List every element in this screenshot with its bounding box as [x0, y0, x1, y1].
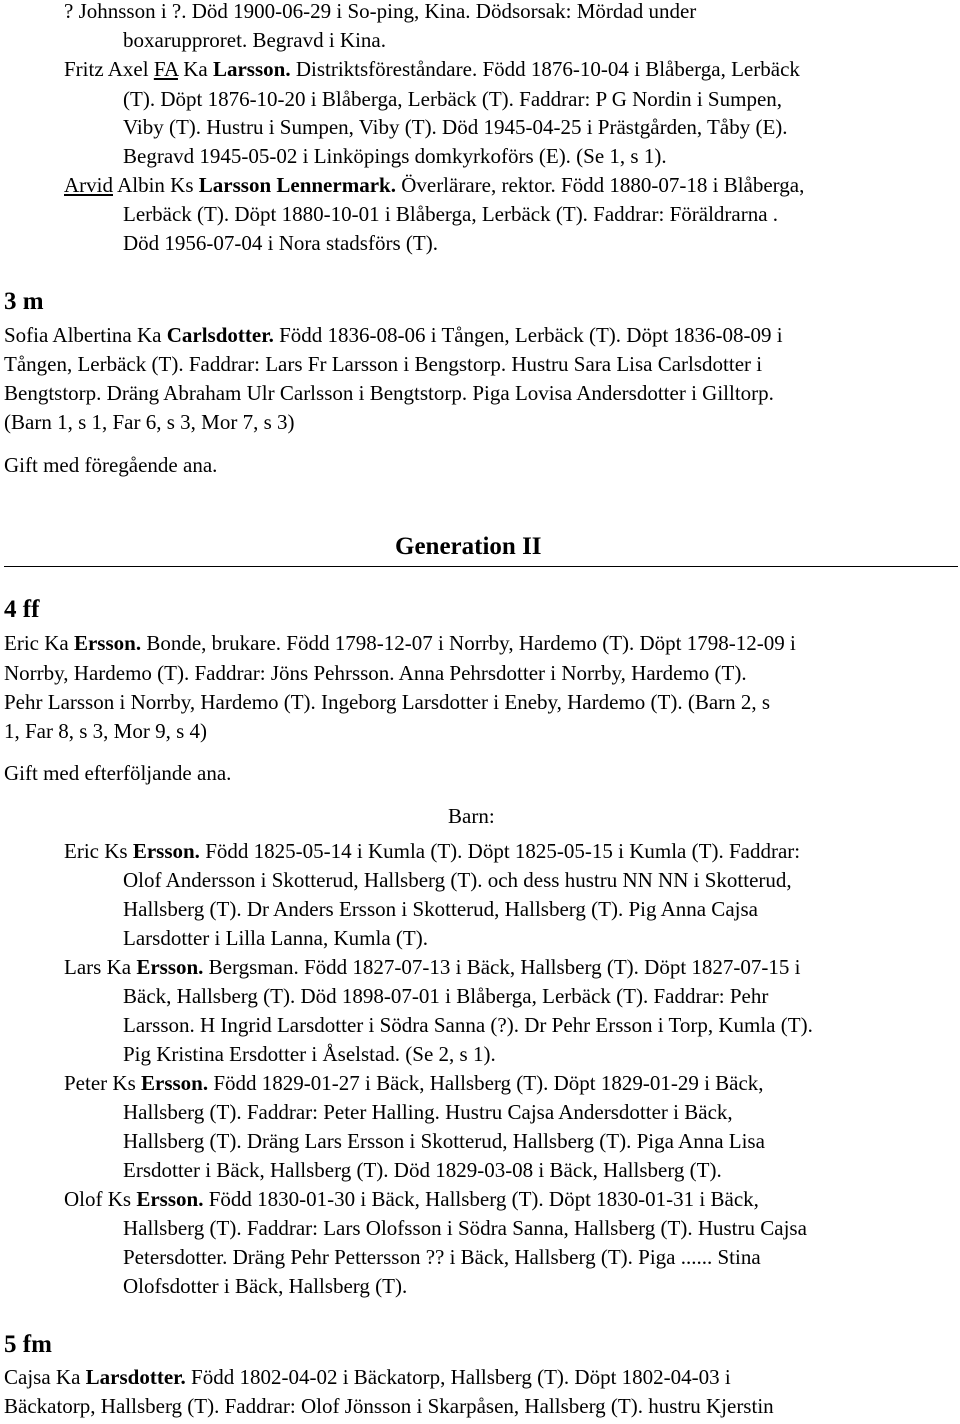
text-line: Begravd 1945-05-02 i Linköpings domkyrkoförs (E). (Se 1, s 1).	[123, 144, 667, 168]
text-line: Bäck, Hallsberg (T). Död 1898-07-01 i Blåberga, Lerbäck (T). Faddrar: Pehr	[123, 984, 769, 1008]
text-line: Hallsberg (T). Dräng Lars Ersson i Skotterud, Hallsberg (T). Piga Anna Lisa	[123, 1129, 765, 1153]
text-line: Ersdotter i Bäck, Hallsberg (T). Död 1829-03-08 i Bäck, Hallsberg (T).	[123, 1158, 722, 1182]
text-line: boxarupproret. Begravd i Kina.	[123, 28, 387, 52]
text-line: Eric Ka Ersson. Bonde, brukare. Född 1798-12-07 i Norrby, Hardemo (T). Döpt 1798-12-09 i	[4, 631, 796, 655]
text-line: Pig Kristina Ersdotter i Åselstad. (Se 2, s 1).	[123, 1042, 496, 1066]
text-line: Cajsa Ka Larsdotter. Född 1802-04-02 i Bäckatorp, Hallsberg (T). Döpt 1802-04-03 i	[4, 1365, 731, 1389]
married-note: Gift med efterföljande ana.	[4, 761, 232, 785]
children-label: Barn:	[448, 804, 495, 828]
section-heading-3m: 3 m	[4, 288, 44, 315]
text-line: Pehr Larsson i Norrby, Hardemo (T). Ingeborg Larsdotter i Eneby, Hardemo (T). (Barn 2, s	[4, 690, 771, 714]
section-heading-5fm: 5 fm	[4, 1331, 52, 1358]
text-line: Larsson. H Ingrid Larsdotter i Södra Sanna (?). Dr Pehr Ersson i Torp, Kumla (T).	[123, 1013, 813, 1037]
text-line: Tången, Lerbäck (T). Faddrar: Lars Fr Larsson i Bengstorp. Hustru Sara Lisa Carlsdotter i	[4, 352, 763, 376]
child-entry-peter: Peter Ks Ersson. Född 1829-01-27 i Bäck, Hallsberg (T). Döpt 1829-01-29 i Bäck,	[64, 1071, 764, 1095]
entry-fritz-axel: Fritz Axel FA Ka Larsson. Distriktsföreståndare. Född 1876-10-04 i Blåberga, Lerbäck	[64, 57, 800, 81]
text-line: Död 1956-07-04 i Nora stadsförs (T).	[123, 231, 438, 255]
text-line: Olofsdotter i Bäck, Hallsberg (T).	[123, 1274, 408, 1298]
text-line: Petersdotter. Dräng Pehr Pettersson ?? i Bäck, Hallsberg (T). Piga ...... Stina	[123, 1245, 761, 1269]
text-line: (Barn 1, s 1, Far 6, s 3, Mor 7, s 3)	[4, 410, 295, 434]
entry-arvid-albin: Arvid Albin Ks Larsson Lennermark. Överlärare, rektor. Född 1880-07-18 i Blåberga,	[64, 173, 805, 197]
text-line: Hallsberg (T). Dr Anders Ersson i Skotterud, Hallsberg (T). Pig Anna Cajsa	[123, 897, 758, 921]
horizontal-rule	[4, 566, 958, 567]
text-line: Viby (T). Hustru i Sumpen, Viby (T). Död 1945-04-25 i Prästgården, Tåby (E).	[123, 115, 788, 139]
child-entry-lars: Lars Ka Ersson. Bergsman. Född 1827-07-13 i Bäck, Hallsberg (T). Döpt 1827-07-15 i	[64, 955, 801, 979]
generation-title: Generation II	[395, 533, 542, 560]
text-line: Olof Andersson i Skotterud, Hallsberg (T). och dess hustru NN NN i Skotterud,	[123, 868, 792, 892]
text-line: 1, Far 8, s 3, Mor 9, s 4)	[4, 719, 207, 743]
text-line: Lerbäck (T). Döpt 1880-10-01 i Blåberga, Lerbäck (T). Faddrar: Föräldrarna .	[123, 202, 779, 226]
married-note: Gift med föregående ana.	[4, 453, 218, 477]
text-line: (T). Döpt 1876-10-20 i Blåberga, Lerbäck (T). Faddrar: P G Nordin i Sumpen,	[123, 87, 783, 111]
text-line: Hallsberg (T). Faddrar: Lars Olofsson i Södra Sanna, Hallsberg (T). Hustru Cajsa	[123, 1216, 807, 1240]
text-line: Bäckatorp, Hallsberg (T). Faddrar: Olof Jönsson i Skarpåsen, Hallsberg (T). hustru Kjerstin	[4, 1394, 774, 1418]
child-entry-eric: Eric Ks Ersson. Född 1825-05-14 i Kumla (T). Döpt 1825-05-15 i Kumla (T). Faddrar:	[64, 839, 801, 863]
section-heading-4ff: 4 ff	[4, 596, 40, 623]
text-line: Hallsberg (T). Faddrar: Peter Halling. Hustru Cajsa Andersdotter i Bäck,	[123, 1100, 733, 1124]
text-line: ? Johnsson i ?. Död 1900-06-29 i So-ping, Kina. Dödsorsak: Mördad under	[64, 0, 697, 23]
text-line: Sofia Albertina Ka Carlsdotter. Född 1836-08-06 i Tången, Lerbäck (T). Döpt 1836-08-09 i	[4, 323, 783, 347]
text-line: Norrby, Hardemo (T). Faddrar: Jöns Pehrsson. Anna Pehrsdotter i Norrby, Hardemo (T).	[4, 661, 747, 685]
text-line: Larsdotter i Lilla Lanna, Kumla (T).	[123, 926, 428, 950]
child-entry-olof: Olof Ks Ersson. Född 1830-01-30 i Bäck, Hallsberg (T). Döpt 1830-01-31 i Bäck,	[64, 1187, 759, 1211]
text-line: Bengtstorp. Dräng Abraham Ulr Carlsson i Bengtstorp. Piga Lovisa Andersdotter i Gilltorp.	[4, 381, 774, 405]
